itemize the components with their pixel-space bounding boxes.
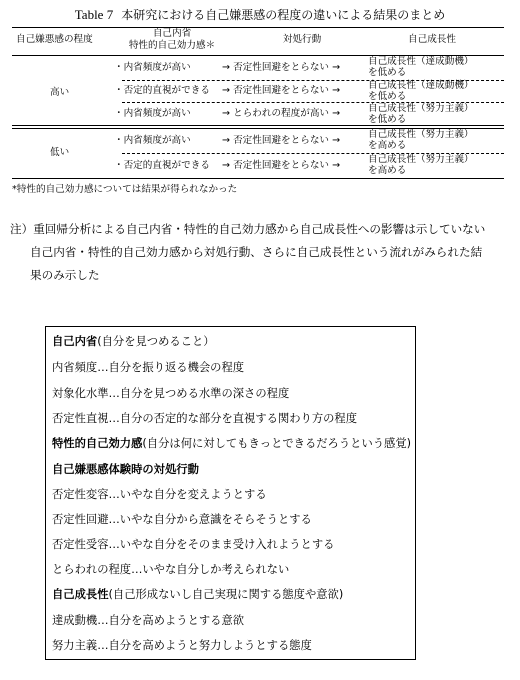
growth-cell-line2: を高める	[368, 165, 407, 176]
glossary-item	[52, 410, 357, 426]
glossary-item	[52, 637, 312, 653]
glossary-desc: 努力主義…自分を高めようと努力しようとする態度	[52, 639, 312, 652]
glossary-item	[52, 359, 244, 375]
table-bottom-rule	[12, 178, 504, 179]
glossary-item	[52, 561, 289, 577]
factor-cell: ・否定的直視ができる	[114, 85, 210, 96]
growth-cell-line1: 自己成長性（努力主義）	[368, 154, 474, 165]
glossary-term: 自己成長性	[52, 588, 109, 601]
table-label: Table 7	[74, 7, 114, 22]
glossary-item	[52, 333, 215, 349]
header-degree: 自己嫌悪感の程度	[16, 34, 93, 45]
growth-cell-line2: を低める	[368, 67, 407, 78]
glossary-term: 自己内省	[52, 335, 98, 348]
glossary-box	[45, 326, 416, 660]
coping-cell: → 否定性回避をとらない →	[222, 85, 341, 96]
factor-cell: ・内省頻度が高い	[114, 62, 191, 73]
group-divider	[12, 125, 504, 126]
glossary-item	[52, 461, 199, 477]
growth-cell-line2: を高める	[368, 140, 407, 151]
glossary-desc: 内省頻度…自分を振り返る機会の程度	[52, 361, 245, 374]
factor-cell: ・内省頻度が高い	[114, 108, 191, 119]
growth-cell-line1: 自己成長性（努力主義）	[368, 103, 474, 114]
glossary-desc: (自分を見つめること）	[97, 335, 215, 348]
growth-cell-line1: 自己成長性（達成動機）	[368, 80, 474, 91]
glossary-item	[52, 511, 312, 527]
glossary-item	[52, 486, 267, 502]
glossary-desc: 否定性直視…自分の否定的な部分を直視する関わり方の程度	[52, 412, 358, 425]
note-line: 自己内省・特性的自己効力感から対処行動、さらに自己成長性という流れがみられた結	[30, 245, 483, 259]
header-factor-line2: 特性的自己効力感＊	[128, 40, 216, 51]
glossary-desc: 否定性変容…いやな自分を変えようとする	[52, 488, 267, 501]
glossary-desc: 達成動機…自分を高めようとする意欲	[52, 614, 245, 627]
header-growth: 自己成長性	[408, 34, 456, 45]
group-label-high: 高い	[50, 87, 70, 98]
summary-table	[12, 27, 504, 179]
growth-cell-line1: 自己成長性（達成動機）	[368, 56, 474, 67]
coping-cell: → 否定性回避をとらない →	[222, 135, 341, 146]
header-factor-line1: 自己内省	[152, 28, 192, 39]
growth-cell-line1: 自己成長性（努力主義）	[368, 129, 474, 140]
table-title: 本研究における自己嫌悪感の程度の違いによる結果のまとめ	[121, 8, 446, 22]
glossary-desc: (自己形成ないし自己実現に関する態度や意欲)	[108, 588, 344, 601]
coping-cell: → 否定性回避をとらない →	[222, 62, 341, 73]
glossary-item	[52, 586, 343, 602]
table-footnote: *特性的自己効力感については結果が得られなかった	[12, 184, 238, 195]
header-coping: 対処行動	[282, 34, 322, 45]
glossary-desc: 否定性回避…いやな自分から意識をそらそうとする	[52, 513, 312, 526]
glossary-desc: とらわれの程度…いやな自分しか考えられない	[52, 563, 290, 576]
note-paragraph	[10, 218, 510, 287]
glossary-term: 特性的自己効力感	[52, 437, 143, 450]
coping-cell: → とらわれの程度が高い →	[222, 108, 341, 119]
coping-cell: → 否定性回避をとらない →	[222, 160, 341, 171]
glossary-term: 自己嫌悪感体験時の対処行動	[52, 463, 199, 476]
note-line: 注）重回帰分析による自己内省・特性的自己効力感から自己成長性への影響は示していない	[10, 222, 486, 236]
glossary-item	[52, 385, 289, 401]
table-caption	[0, 6, 520, 23]
glossary-item	[52, 536, 334, 552]
glossary-item	[52, 435, 411, 451]
glossary-desc: 対象化水準…自分を見つめる水準の深さの程度	[52, 387, 290, 400]
group-label-low: 低い	[50, 147, 70, 158]
factor-cell: ・否定的直視ができる	[114, 160, 210, 171]
glossary-desc: (自分は何に対してもきっとできるだろうという感覚)	[142, 437, 412, 450]
glossary-item	[52, 612, 244, 628]
factor-cell: ・内省頻度が高い	[114, 135, 191, 146]
glossary-desc: 否定性受容…いやな自分をそのまま受け入れようとする	[52, 538, 335, 551]
growth-cell-line2: を低める	[368, 114, 407, 125]
table-top-rule	[12, 27, 504, 28]
growth-cell-line2: を低める	[368, 91, 407, 102]
note-line: 果のみ示した	[30, 268, 100, 282]
